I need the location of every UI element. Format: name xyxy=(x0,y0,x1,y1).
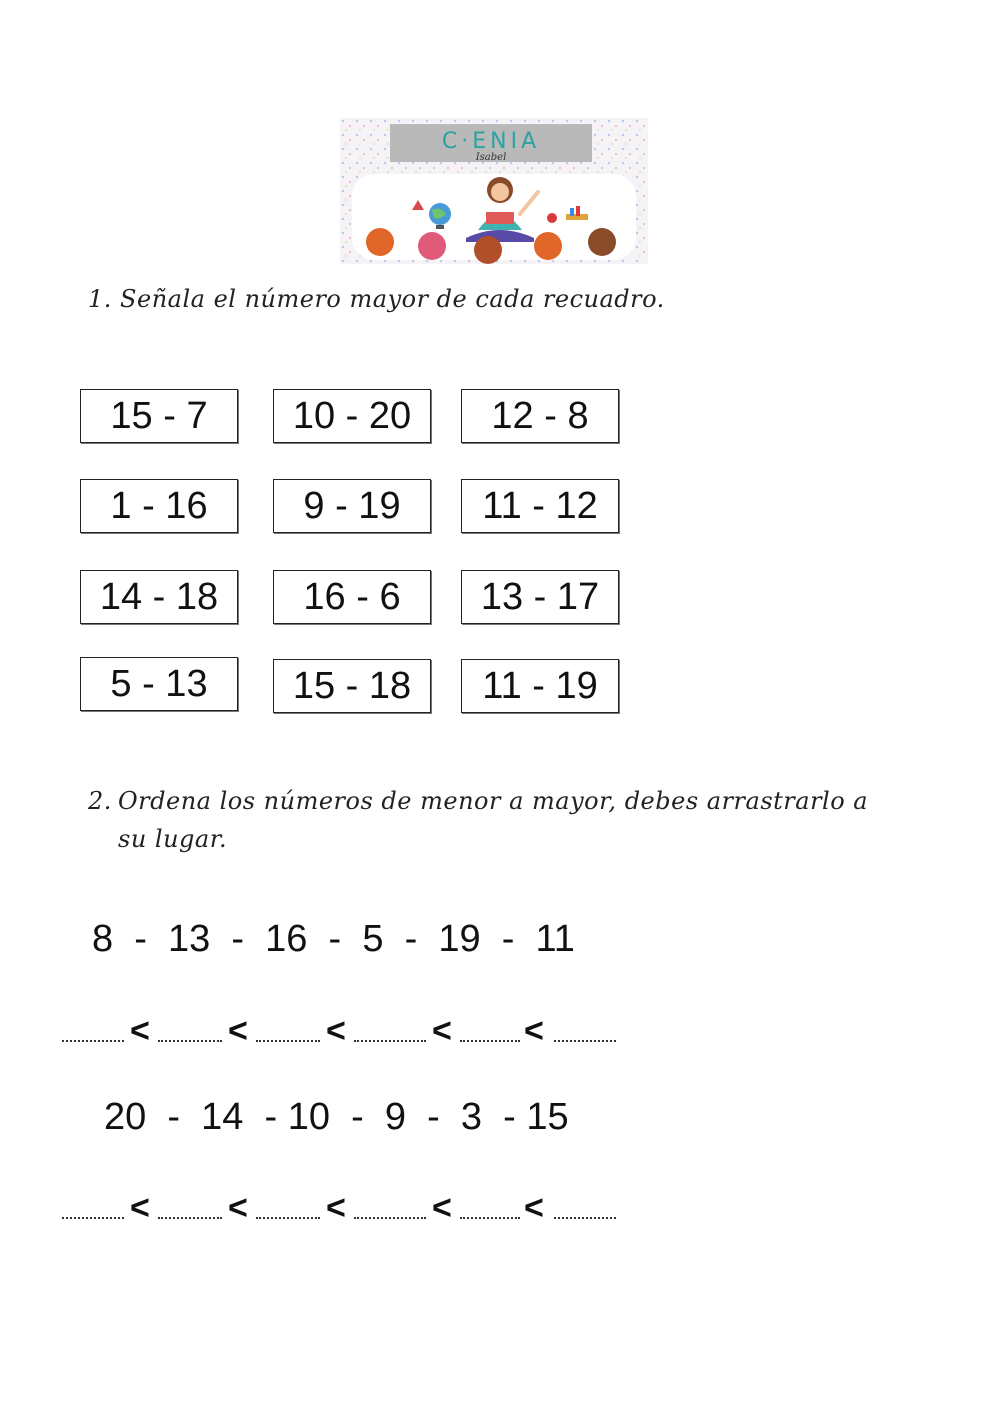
less-than-sign: < xyxy=(228,1189,248,1227)
answer-blank[interactable] xyxy=(354,1217,426,1219)
number-pair-box[interactable]: 12 - 8 xyxy=(461,389,619,443)
less-than-sign: < xyxy=(524,1189,544,1227)
exercise2-instruction xyxy=(88,782,948,858)
exercise1-text: Señala el número mayor de cada recuadro. xyxy=(120,285,665,313)
exercise2-text-line2: su lugar. xyxy=(118,825,228,853)
answer-blank[interactable] xyxy=(62,1040,124,1042)
number-pair-box[interactable]: 15 - 18 xyxy=(273,659,431,713)
exercise1-instruction xyxy=(88,280,888,318)
answer-blank[interactable] xyxy=(62,1217,124,1219)
number-pair-box[interactable]: 13 - 17 xyxy=(461,570,619,624)
answer-blank[interactable] xyxy=(460,1040,520,1042)
logo-brand-text: C·ENIA xyxy=(441,129,541,154)
number-pair-box[interactable]: 11 - 19 xyxy=(461,659,619,713)
answer-blank[interactable] xyxy=(554,1217,616,1219)
answer-row xyxy=(62,1008,622,1048)
answer-blank[interactable] xyxy=(158,1040,222,1042)
less-than-sign: < xyxy=(130,1189,150,1227)
exercise2-text-line1: Ordena los números de menor a mayor, debes arrastrarlo a xyxy=(118,787,869,815)
number-pair-box[interactable]: 15 - 7 xyxy=(80,389,238,443)
answer-row xyxy=(62,1185,622,1225)
less-than-sign: < xyxy=(432,1189,452,1227)
less-than-sign: < xyxy=(432,1012,452,1050)
answer-blank[interactable] xyxy=(158,1217,222,1219)
logo-subtitle-text: Isabel xyxy=(475,152,507,163)
less-than-sign: < xyxy=(228,1012,248,1050)
less-than-sign: < xyxy=(130,1012,150,1050)
exercise1-number: 1. xyxy=(88,285,112,313)
number-pair-box[interactable]: 9 - 19 xyxy=(273,479,431,533)
number-pair-box[interactable]: 10 - 20 xyxy=(273,389,431,443)
number-pair-box[interactable]: 11 - 12 xyxy=(461,479,619,533)
number-sequence: 8 - 13 - 16 - 5 - 19 - 11 xyxy=(92,918,575,960)
number-pair-box[interactable]: 16 - 6 xyxy=(273,570,431,624)
teacher-logo xyxy=(340,118,648,264)
number-pair-box[interactable]: 14 - 18 xyxy=(80,570,238,624)
number-pair-box[interactable]: 5 - 13 xyxy=(80,657,238,711)
answer-blank[interactable] xyxy=(354,1040,426,1042)
answer-blank[interactable] xyxy=(256,1040,320,1042)
less-than-sign: < xyxy=(326,1012,346,1050)
exercise2-number: 2. xyxy=(88,787,112,815)
less-than-sign: < xyxy=(524,1012,544,1050)
number-pair-box[interactable]: 1 - 16 xyxy=(80,479,238,533)
answer-blank[interactable] xyxy=(554,1040,616,1042)
answer-blank[interactable] xyxy=(256,1217,320,1219)
number-sequence: 20 - 14 - 10 - 9 - 3 - 15 xyxy=(104,1096,569,1138)
less-than-sign: < xyxy=(326,1189,346,1227)
answer-blank[interactable] xyxy=(460,1217,520,1219)
